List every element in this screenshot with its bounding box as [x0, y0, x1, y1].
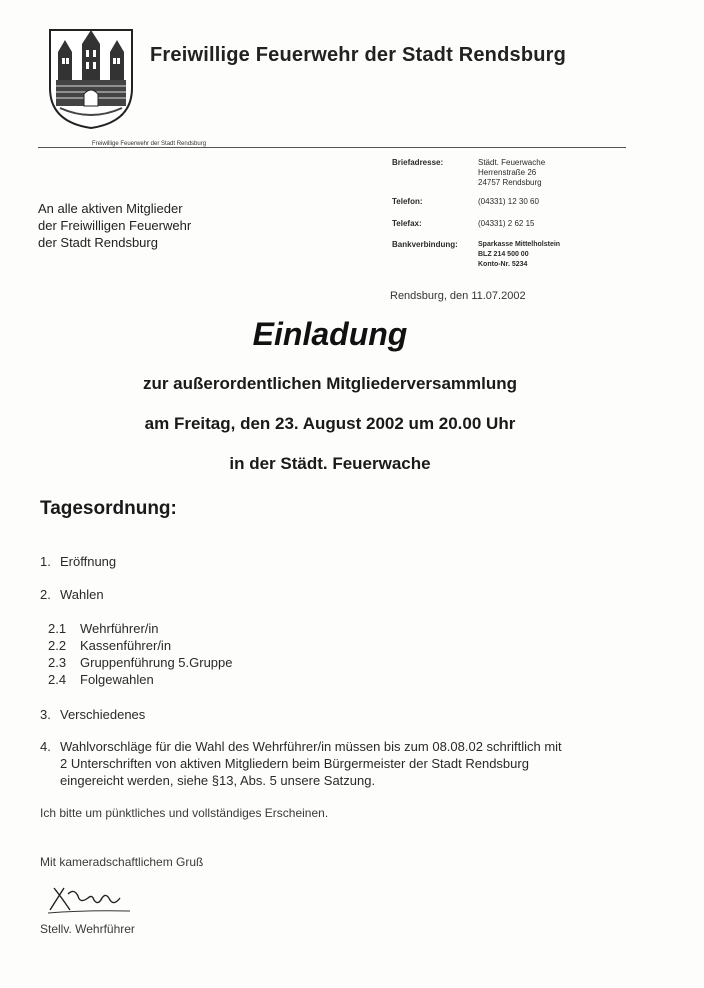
bank-label: Bankverbindung:	[392, 240, 458, 249]
agenda-item	[40, 587, 104, 602]
address-block	[478, 158, 545, 188]
header-divider	[38, 147, 626, 148]
subtitle-meeting: zur außerordentlichen Mitgliederversammlung	[142, 374, 518, 393]
agenda-subitem-number: 2.2	[48, 638, 67, 653]
fax-number: (04331) 2 62 15	[478, 219, 535, 228]
agenda-subitem-text: Folgewahlen	[80, 672, 154, 687]
address-line: 24757 Rendsburg	[478, 178, 542, 187]
address-line: Herrenstraße 26	[478, 168, 537, 177]
agenda-item-number: 1.	[40, 554, 51, 569]
agenda-item-number: 3.	[40, 707, 51, 722]
phone-label: Telefon:	[392, 197, 423, 206]
bank-line: BLZ 214 500 00	[478, 251, 529, 258]
agenda-item-text: Eröffnung	[60, 554, 117, 569]
agenda-item-text: Wahlen	[60, 587, 104, 602]
recipient-line: An alle aktiven Mitglieder	[38, 201, 183, 216]
phone-number: (04331) 12 30 60	[478, 197, 539, 206]
closing-request: Ich bitte um pünktliches und vollständiges Erscheinen.	[40, 806, 329, 820]
address-line: Städt. Feuerwache	[478, 158, 546, 167]
agenda-subitem-text: Wehrführer/in	[80, 621, 159, 636]
signer-role: Stellv. Wehrführer	[40, 922, 135, 936]
recipient-block	[38, 200, 191, 251]
agenda-subitem-number: 2.3	[48, 655, 67, 670]
fax-label: Telefax:	[392, 219, 422, 228]
subtitle-datetime: am Freitag, den 23. August 2002 um 20.00 Uhr	[144, 414, 516, 433]
sender-return-line: Freiwillige Feuerwehr der Stadt Rendsburg	[92, 141, 207, 147]
address-label: Briefadresse:	[392, 158, 444, 167]
agenda-subitem	[48, 655, 233, 670]
closing-greeting: Mit kameradschaftlichem Gruß	[40, 855, 204, 869]
agenda-item-number: 2.	[40, 587, 51, 602]
bank-block	[478, 240, 560, 270]
agenda-subitem	[48, 621, 159, 636]
agenda-subitem-number: 2.1	[48, 621, 67, 636]
agenda-subitem	[48, 638, 171, 653]
agenda-item	[40, 554, 116, 569]
agenda-subitem-text: Kassenführer/in	[80, 638, 172, 653]
agenda-item	[40, 707, 145, 722]
bank-line: Sparkasse Mittelholstein	[478, 241, 561, 248]
city-crest-logo	[46, 26, 136, 130]
date-line: Rendsburg, den 11.07.2002	[390, 290, 526, 302]
invitation-title: Einladung	[252, 316, 408, 352]
agenda-subitem	[48, 672, 154, 687]
recipient-line: der Stadt Rendsburg	[38, 235, 158, 250]
agenda-subitem-number: 2.4	[48, 672, 67, 687]
organization-title: Freiwillige Feuerwehr der Stadt Rendsburg	[150, 44, 567, 66]
agenda-title: Tagesordnung:	[40, 498, 177, 519]
agenda-item-text: Wahlvorschläge für die Wahl des Wehrführer/in müssen bis zum 08.08.02 schriftlich mit 2 Unterschriften von aktiven Mitgliedern beim Bürgermeister der Stadt Rendsburg eingereicht werden, siehe §13, Abs. 5 unsere Satzung.	[60, 739, 562, 788]
recipient-line: der Freiwilligen Feuerwehr	[38, 218, 192, 233]
subtitle-location: in der Städt. Feuerwache	[229, 454, 431, 473]
handwritten-signature	[44, 880, 134, 916]
agenda-item-text: Verschiedenes	[60, 707, 146, 722]
agenda-item	[40, 738, 570, 789]
bank-line: Konto-Nr. 5234	[478, 261, 528, 268]
agenda-item-number: 4.	[40, 739, 51, 754]
agenda-subitem-text: Gruppenführung 5.Gruppe	[80, 655, 233, 670]
